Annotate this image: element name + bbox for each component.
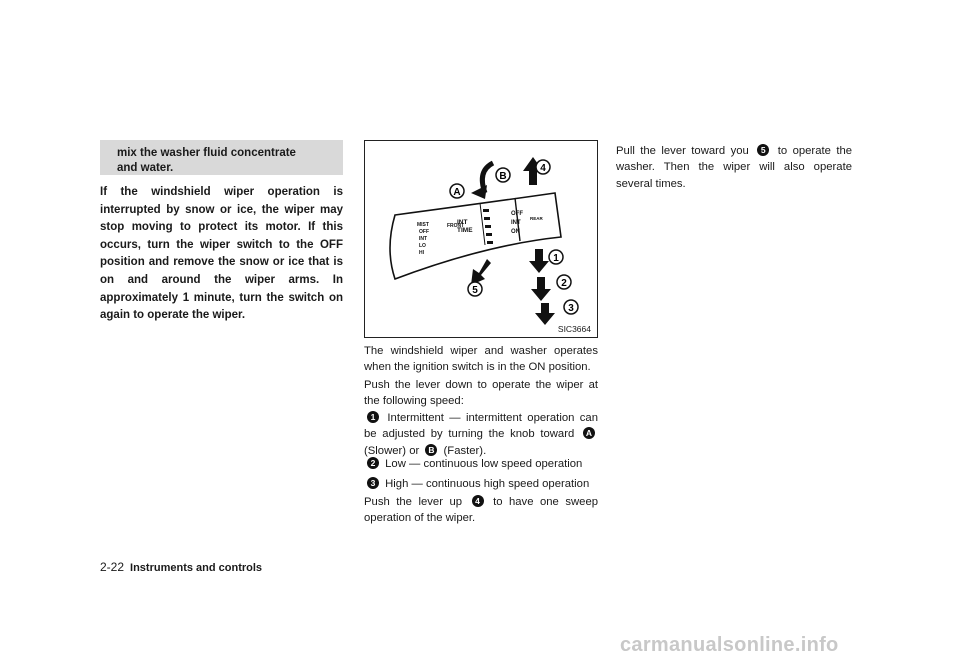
label-front: FRONT [447,223,465,229]
label-rear-off: OFF [511,211,523,217]
label-lo: LO [419,243,426,249]
label-rear: REAR [530,216,543,221]
figure-caption: SIC3664 [557,324,591,334]
marker-1: 1 [367,411,379,423]
marker-4: 4 [472,495,484,507]
list-item-intermittent: 1 Intermittent — intermittent operation can be adjusted by turning the knob toward A (Slower) or B (Faster). [364,412,599,457]
note-line-2: and water. [117,162,174,174]
paragraph-operation: The windshield wiper and washer operates when the ignition switch is in the ON position. [364,345,598,374]
label-rear-int: INT [511,220,521,226]
page-footer [100,560,262,574]
wiper-switch-figure [364,140,598,338]
marker-2: 2 [367,457,379,469]
paragraph-washer: Pull the lever toward you 5 to operate the washer. Then the wiper will also operate several times. [616,145,853,190]
note-line-1: mix the washer fluid concentrate [117,147,296,159]
label-rear-on: ON [511,229,520,235]
warning-paragraph: If the windshield wiper operation is interrupted by snow or ice, the wiper may stop moving to protect its motor. If this occurs, turn the wiper switch to the OFF position and remove the snow or ice that is on and around the wiper arms. In approximately 1 minute, turn the switch on again to operate the wiper. [100,186,343,322]
callout-b: B [499,171,507,182]
label-int: INT [419,236,428,242]
paragraph-speed-intro: Push the lever down to operate the wiper at the following speed: [364,379,598,408]
callout-a: A [453,187,461,198]
list-item-low: 2 Low — continuous low speed operation [364,456,598,472]
callout-4: 4 [540,163,546,174]
marker-a: A [583,427,595,439]
marker-5: 5 [757,144,769,156]
wiper-lever-illustration [365,141,597,337]
label-int-time-2: TIME [457,227,473,234]
label-mist: MIST [417,222,429,228]
paragraph-one-sweep: Push the lever up 4 to have one sweep operation of the wiper. [364,496,599,525]
callout-2: 2 [561,278,567,289]
label-hi: HI [419,250,424,256]
marker-b: B [425,444,437,456]
section-title: Instruments and controls [130,562,263,574]
callout-1: 1 [553,253,559,264]
callout-5: 5 [472,285,478,296]
marker-3: 3 [367,477,379,489]
label-int-time-1: INT [457,219,468,226]
callout-3: 3 [568,303,574,314]
label-off: OFF [419,229,429,235]
list-item-high: 3 High — continuous high speed operation [364,476,598,492]
watermark-text: carmanualsonline.info [620,634,839,656]
page-number: 2-22 [100,560,125,574]
